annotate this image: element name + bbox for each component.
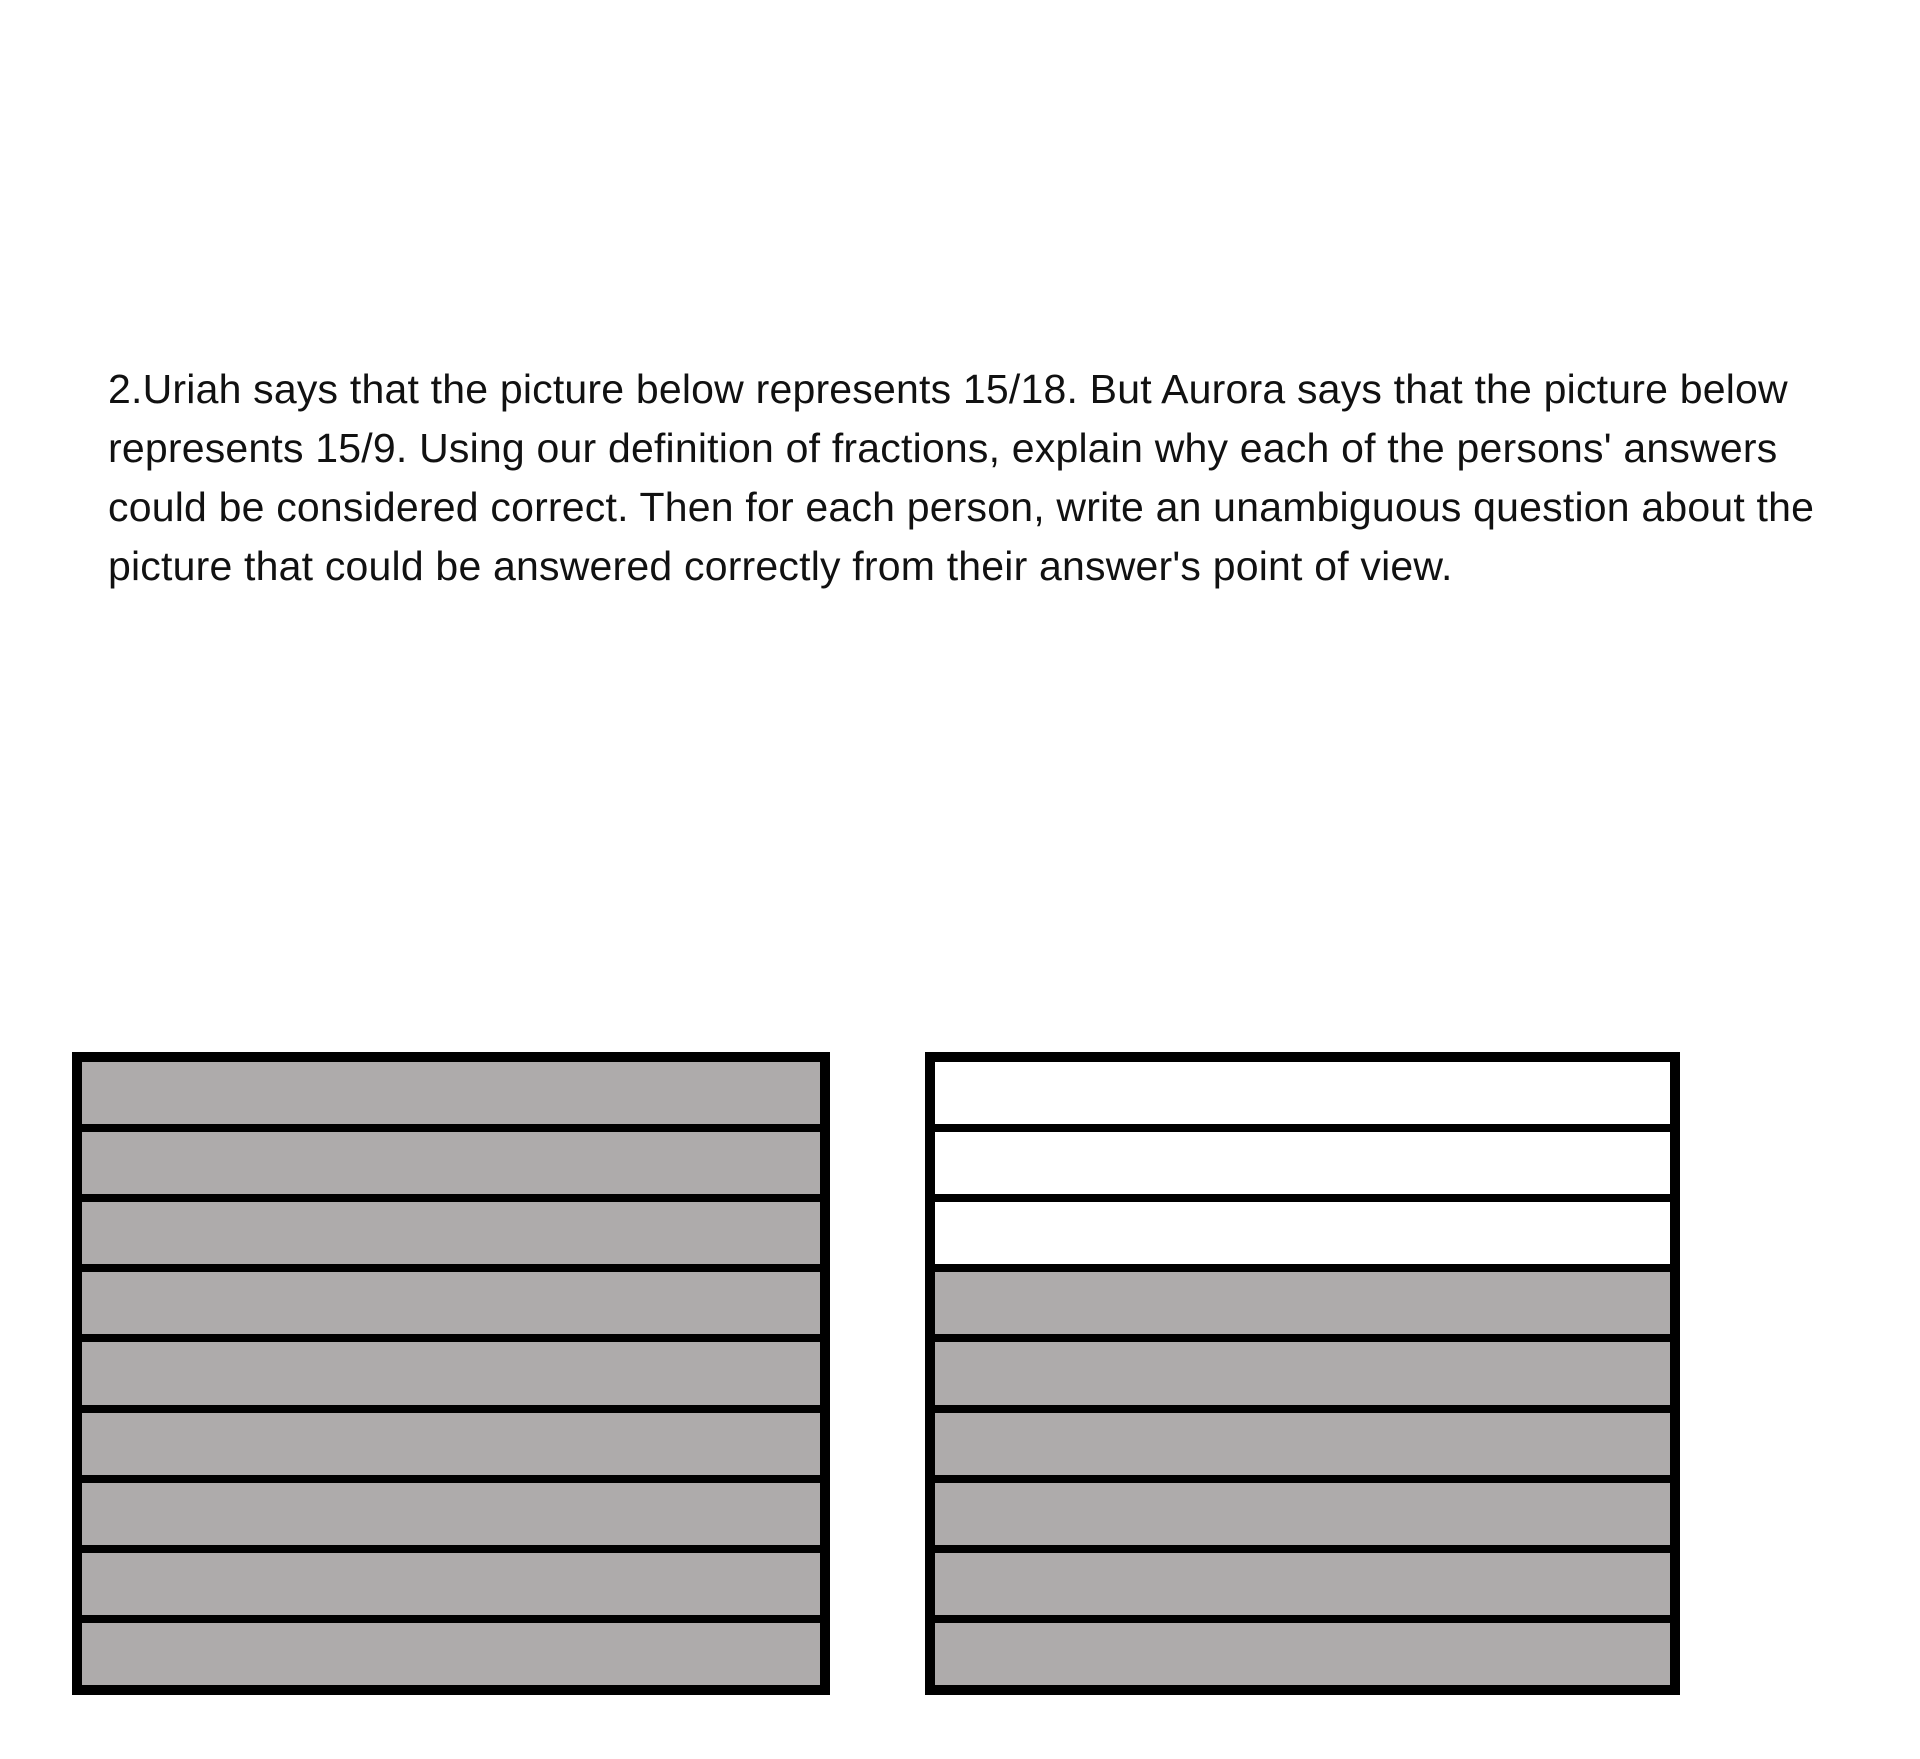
shaded-strip	[935, 1615, 1670, 1685]
shaded-strip	[935, 1545, 1670, 1615]
shaded-strip	[82, 1194, 820, 1264]
shaded-strip	[82, 1062, 820, 1124]
question-text: 2.Uriah says that the picture below represents 15/18. But Aurora says that the picture below represents 15/9. Using our definition of fractions, explain why each of the persons' answers could be considered correct. Then for each person, write an unambiguous question about the picture that could be answered correctly from their answer's point of view.	[108, 366, 1815, 589]
shaded-strip	[82, 1264, 820, 1334]
shaded-strip	[935, 1264, 1670, 1334]
shaded-strip	[82, 1545, 820, 1615]
shaded-strip	[82, 1475, 820, 1545]
unshaded-strip	[935, 1124, 1670, 1194]
right-rectangle	[925, 1052, 1680, 1695]
shaded-strip	[935, 1405, 1670, 1475]
shaded-strip	[935, 1475, 1670, 1545]
shaded-strip	[82, 1615, 820, 1685]
shaded-strip	[82, 1334, 820, 1404]
shaded-strip	[82, 1124, 820, 1194]
shaded-strip	[82, 1405, 820, 1475]
unshaded-strip	[935, 1194, 1670, 1264]
left-rectangle	[72, 1052, 830, 1695]
shaded-strip	[935, 1334, 1670, 1404]
unshaded-strip	[935, 1062, 1670, 1124]
